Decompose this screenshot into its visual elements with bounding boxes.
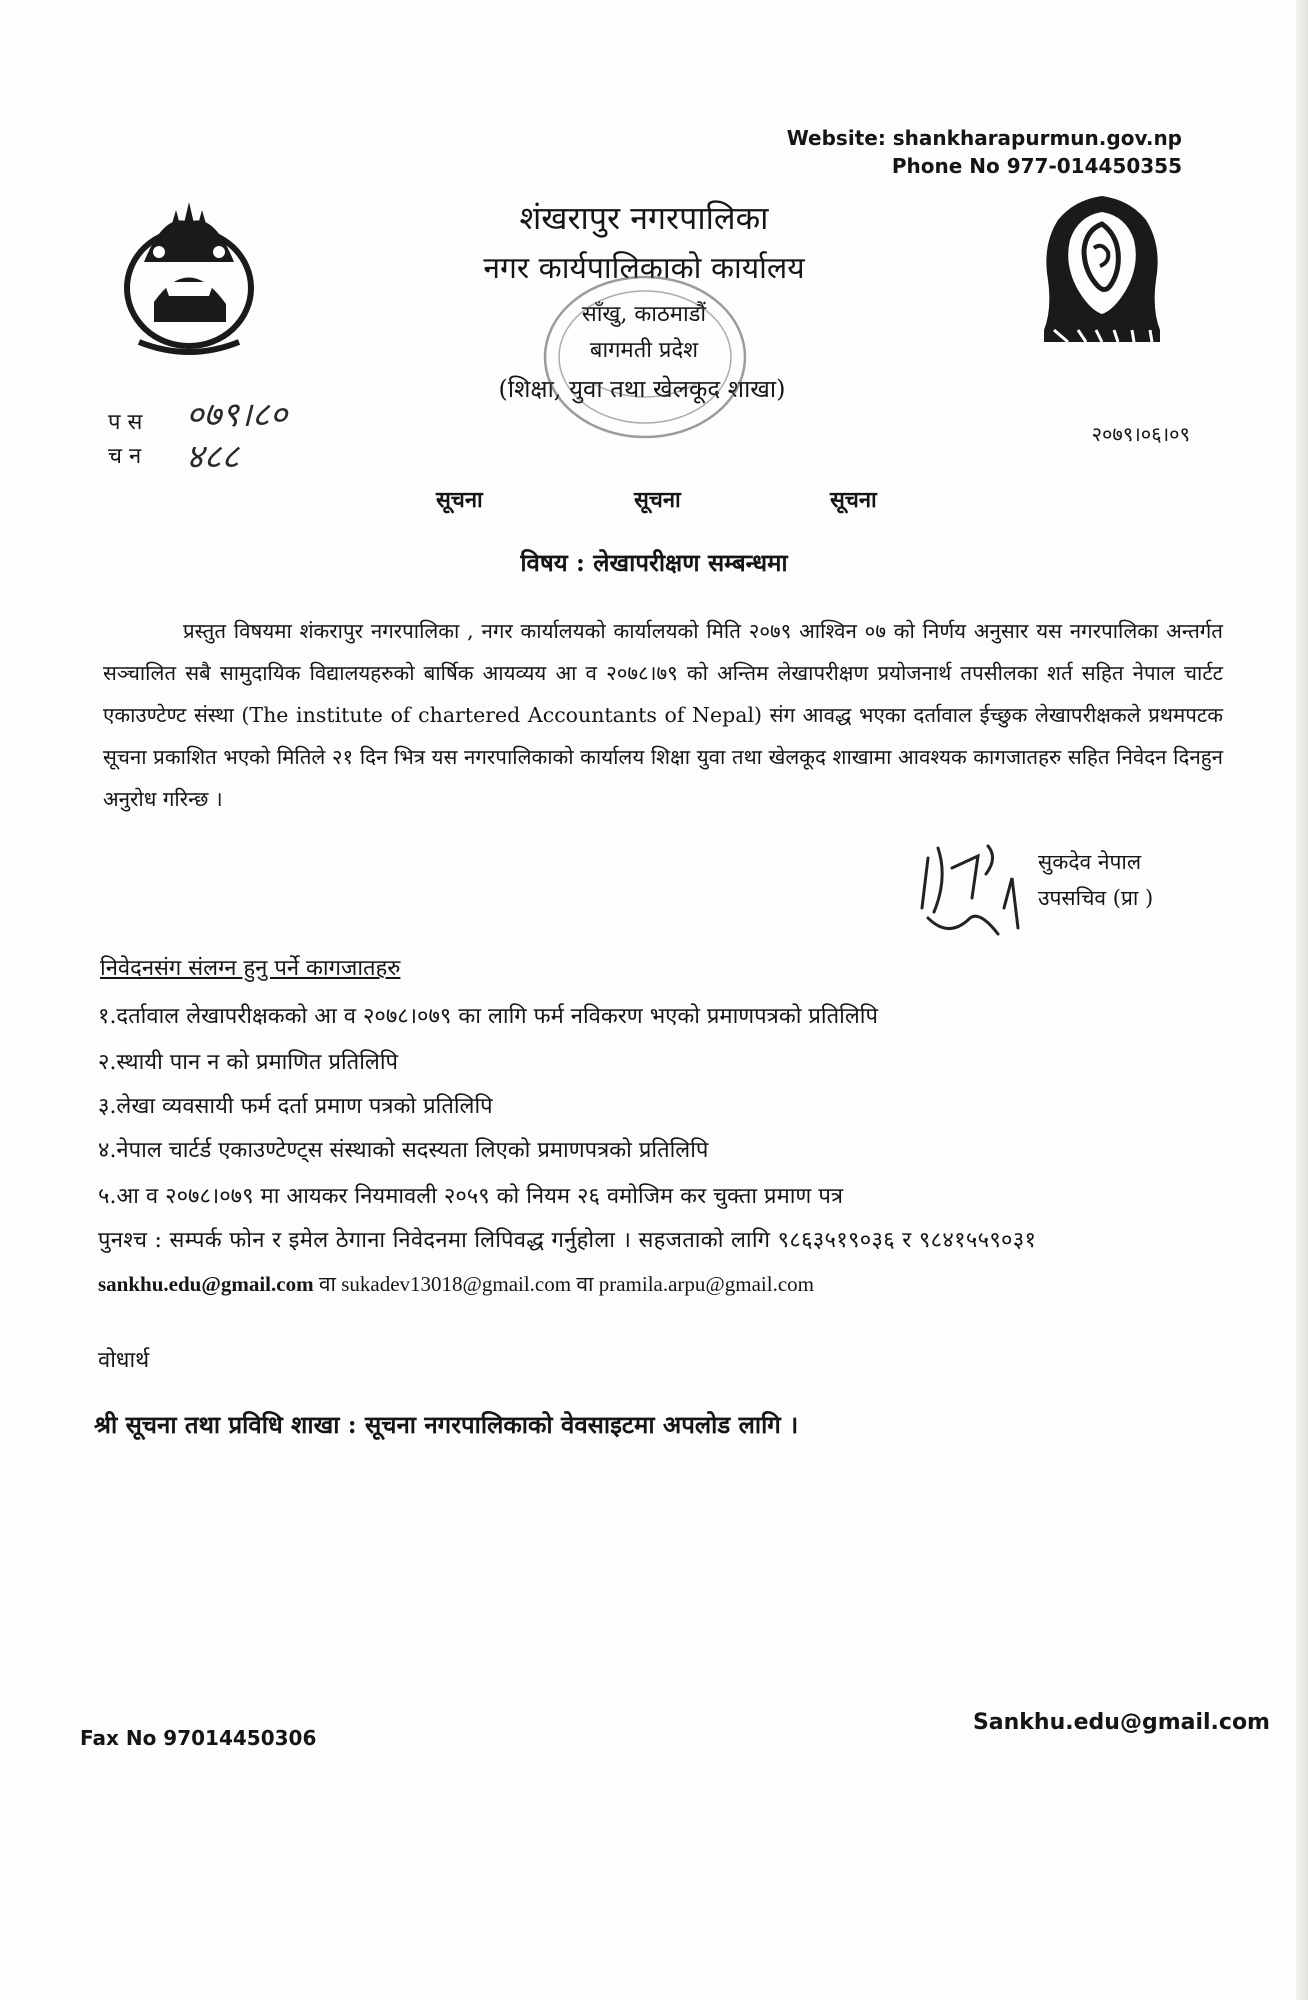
notice-heading-1: सूचना [436,487,483,513]
cc-line: श्री सूचना तथा प्रविधि शाखा : सूचना नगरपालिकाको वेवसाइटमा अपलोड लागि । [94,1410,799,1439]
org-name: शंखरापुर नगरपालिका [519,199,769,237]
contact-emails [98,1270,814,1298]
notice-heading-2: सूचना [634,487,681,513]
branch-text: (शिक्षा, युवा तथा खेलकूद शाखा) [498,375,786,403]
ps-label: प स [108,410,143,435]
email-1: sankhu.edu@gmail.com [98,1272,314,1296]
postscript: पुनश्च : सम्पर्क फोन र इमेल ठेगाना निवेदनमा लिपिवद्ध गर्नुहोला । सहजताको लागि ९८६३५१९०३६ र ९८४१५५९०३१ [98,1228,1037,1253]
email-3: pramila.arpu@gmail.com [598,1272,814,1296]
cn-label: च न [108,444,142,469]
bodhartha-label: वोधार्थ [98,1348,150,1373]
attachment-item: ४.नेपाल चार्टर्ड एकाउण्टेण्ट्स संस्थाको सदस्यता लिएको प्रमाणपत्रको प्रतिलिपि [98,1138,709,1163]
attachment-item: १.दर्तावाल लेखापरीक्षकको आ व २०७८।०७९ का लागि फर्म नविकरण भएको प्रमाणपत्रको प्रतिलिपि [98,1004,878,1029]
document-date: २०७९।०६।०९ [1091,422,1190,446]
attachment-item: ३.लेखा व्यवसायी फर्म दर्ता प्रमाण पत्रको प्रतिलिपि [98,1094,493,1119]
cn-value-handwritten: ४८८ [186,437,240,477]
location-text: साँखु, काठमाडौं [581,302,707,327]
body-paragraph: प्रस्तुत विषयमा शंकरापुर नगरपालिका , नगर कार्यालयको कार्यालयको मिति २०७९ आश्विन ०७ को निर्णय अनुसार यस नगरपालिका अन्तर्गत सञ्चालित सबै सामुदायिक विद्यालयहरुको बार्षिक आयव्यय आ व २०७८।७९ को अन्तिम लेखापरीक्षण प्रयोजनार्थ तपसीलका शर्त सहित नेपाल चार्टट एकाउण्टेण्ट संस्था (The institute of chartered Accountants of Nepal) संग आवद्ध भएका दर्तावाल ईच्छुक लेखापरीक्षकले प्रथमपटक सूचना प्रकाशित भएको मितिले २१ दिन भित्र यस नगरपालिकाको कार्यालय शिक्षा युवा तथा खेलकूद शाखामा आवश्यक कागजातहरु सहित निवेदन दिनहुन अनुरोध गरिन्छ । [103,619,1223,811]
email-2: sukadev13018@gmail.com [341,1272,572,1296]
website-text: Website: shankharapurmun.gov.np [786,126,1182,150]
email-separator: वा [576,1272,594,1296]
email-separator: वा [318,1272,336,1296]
handwritten-signature [908,838,1038,948]
footer-email: Sankhu.edu@gmail.com [972,1710,1270,1735]
attachment-item: ५.आ व २०७८।०७९ मा आयकर नियमावली २०५९ को नियम २६ वमोजिम कर चुक्ता प्रमाण पत्र [98,1184,843,1209]
attachment-item: २.स्थायी पान न को प्रमाणित प्रतिलिपि [98,1050,399,1075]
phone-text: Phone No 977-014450355 [891,154,1182,178]
signatory-title: उपसचिव (प्रा ) [1038,886,1154,910]
notice-heading-3: सूचना [830,487,877,513]
ps-value-handwritten: ०७९।८० [186,395,288,435]
office-name: नगर कार्यपालिकाको कार्यालय [483,251,805,286]
subject-line: विषय : लेखापरीक्षण सम्बन्धमा [520,548,788,577]
office-seal-stamp [530,262,760,452]
fax-number: Fax No 97014450306 [80,1726,317,1750]
signatory-name: सुकदेव नेपाल [1038,850,1142,874]
province-text: बागमती प्रदेश [589,338,699,363]
attachments-heading: निवेदनसंग संलग्न हुनु पर्ने कागजातहरु [100,956,401,981]
